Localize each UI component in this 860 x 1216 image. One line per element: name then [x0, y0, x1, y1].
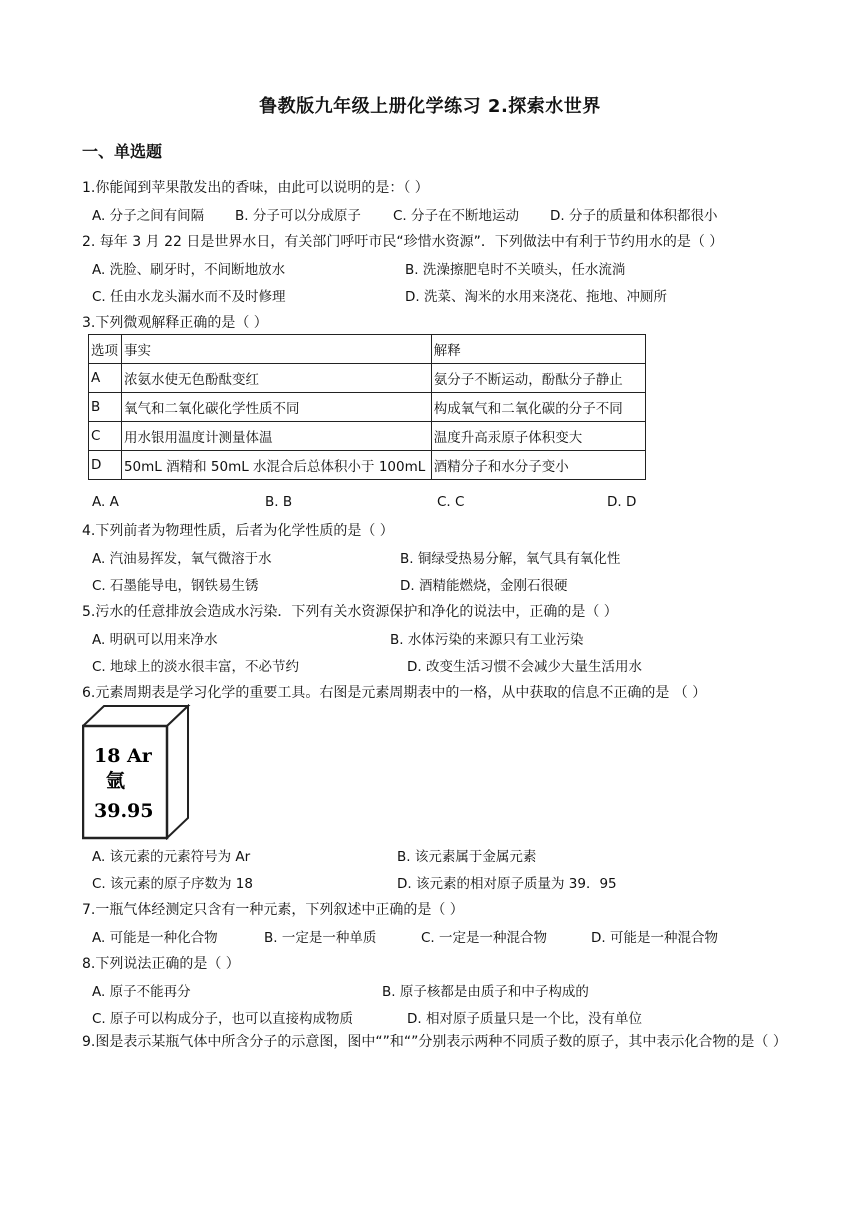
table-row — [89, 393, 646, 422]
table-cell: 构成氧气和二氧化碳的分子不同 — [431, 393, 645, 422]
question-4-option-c[interactable]: C. 石墨能导电，钢铁易生锈 — [92, 578, 259, 594]
question-7-option-c[interactable]: C. 一定是一种混合物 — [421, 930, 548, 946]
question-1-option-b[interactable]: B. 分子可以分成原子 — [235, 208, 361, 224]
question-4-option-b[interactable]: B. 铜绿受热易分解，氧气具有氧化性 — [400, 551, 621, 567]
question-1-option-c[interactable]: C. 分子在不断地运动 — [393, 208, 520, 224]
question-3-option-c[interactable]: C. C — [437, 494, 465, 510]
question-2-stem: 2. 每年 3 月 22 日是世界水日，有关部门呼吁市民“珍惜水资源”．下列做法中有利于节约用水的是（ ） — [82, 234, 724, 250]
explanation-table — [88, 334, 646, 480]
question-3-option-a[interactable]: A. A — [92, 494, 119, 510]
table-header-cell: 解释 — [431, 335, 645, 364]
table-row — [89, 422, 646, 451]
question-6-option-d[interactable]: D. 该元素的相对原子质量为 39．95 — [397, 876, 617, 892]
question-2-option-b[interactable]: B. 洗澡擦肥皂时不关喷头，任水流淌 — [405, 262, 626, 278]
question-3-stem: 3.下列微观解释正确的是（ ） — [82, 315, 268, 331]
table-cell: 50mL 酒精和 50mL 水混合后总体积小于 100mL — [121, 451, 431, 480]
question-1-option-d[interactable]: D. 分子的质量和体积都很小 — [550, 208, 718, 224]
question-4-stem: 4.下列前者为物理性质，后者为化学性质的是（ ） — [82, 523, 394, 539]
question-3-option-b[interactable]: B. B — [265, 494, 293, 510]
question-7-option-b[interactable]: B. 一定是一种单质 — [264, 930, 377, 946]
table-cell: C — [89, 422, 122, 451]
table-cell: A — [89, 364, 122, 393]
table-row — [89, 451, 646, 480]
question-5-option-d[interactable]: D. 改变生活习惯不会减少大量生活用水 — [407, 659, 642, 675]
question-6-stem: 6.元素周期表是学习化学的重要工具。右图是元素周期表中的一格，从中获取的信息不正确的是 （ ） — [82, 685, 707, 701]
question-2-option-d[interactable]: D. 洗菜、淘米的水用来浇花、拖地、冲厕所 — [405, 289, 667, 305]
question-2-option-c[interactable]: C. 任由水龙头漏水而不及时修理 — [92, 289, 286, 305]
cube-side-face — [167, 706, 188, 838]
question-7-option-a[interactable]: A. 可能是一种化合物 — [92, 930, 218, 946]
question-6-option-a[interactable]: A. 该元素的元素符号为 Ar — [92, 849, 251, 865]
question-5-stem: 5.污水的任意排放会造成水污染．下列有关水资源保护和净化的说法中，正确的是（ ） — [82, 604, 618, 620]
element-name: 氩 — [106, 770, 126, 792]
table-header-cell: 选项 — [89, 335, 122, 364]
page-title: 鲁教版九年级上册化学练习 2.探索水世界 — [259, 96, 601, 117]
table-cell: 氧气和二氧化碳化学性质不同 — [121, 393, 431, 422]
question-8-stem: 8.下列说法正确的是（ ） — [82, 956, 240, 972]
question-8-option-c[interactable]: C. 原子可以构成分子，也可以直接构成物质 — [92, 1011, 354, 1027]
table-cell: 用水银用温度计测量体温 — [121, 422, 431, 451]
table-cell: B — [89, 393, 122, 422]
element-number-symbol: 18 Ar — [94, 745, 152, 767]
question-1-option-a[interactable]: A. 分子之间有间隔 — [92, 208, 205, 224]
question-5-option-a[interactable]: A. 明矾可以用来净水 — [92, 632, 218, 648]
table-cell: 酒精分子和水分子变小 — [431, 451, 645, 480]
element-mass: 39.95 — [94, 800, 154, 822]
table-cell: 温度升高汞原子体积变大 — [431, 422, 645, 451]
table-cell: D — [89, 451, 122, 480]
section-heading: 一、单选题 — [82, 142, 163, 161]
question-8-option-a[interactable]: A. 原子不能再分 — [92, 984, 191, 1000]
table-cell: 氨分子不断运动，酚酞分子静止 — [431, 364, 645, 393]
question-8-option-d[interactable]: D. 相对原子质量只是一个比，没有单位 — [407, 1011, 642, 1027]
question-6-option-c[interactable]: C. 该元素的原子序数为 18 — [92, 876, 253, 892]
question-9-stem: 9.图是表示某瓶气体中所含分子的示意图，图中“”和“”分别表示两种不同质子数的原子，其中表示化合物的是（ ） — [82, 1034, 787, 1050]
element-cell-figure — [82, 704, 192, 840]
question-2-option-a[interactable]: A. 洗脸、刷牙时，不间断地放水 — [92, 262, 286, 278]
table-header-row — [89, 335, 646, 364]
question-6-option-b[interactable]: B. 该元素属于金属元素 — [397, 849, 537, 865]
question-1-stem: 1.你能闻到苹果散发出的香味，由此可以说明的是：（ ） — [82, 180, 429, 196]
question-7-option-d[interactable]: D. 可能是一种混合物 — [591, 930, 718, 946]
table-header-cell: 事实 — [121, 335, 431, 364]
question-5-option-b[interactable]: B. 水体污染的来源只有工业污染 — [390, 632, 584, 648]
table-row — [89, 364, 646, 393]
question-5-option-c[interactable]: C. 地球上的淡水很丰富，不必节约 — [92, 659, 300, 675]
table-cell: 浓氨水使无色酚酞变红 — [121, 364, 431, 393]
question-4-option-d[interactable]: D. 酒精能燃烧，金刚石很硬 — [400, 578, 568, 594]
question-3-option-d[interactable]: D. D — [607, 494, 637, 510]
question-4-option-a[interactable]: A. 汽油易挥发，氧气微溶于水 — [92, 551, 272, 567]
question-8-option-b[interactable]: B. 原子核都是由质子和中子构成的 — [382, 984, 589, 1000]
question-7-stem: 7.一瓶气体经测定只含有一种元素，下列叙述中正确的是（ ） — [82, 902, 464, 918]
